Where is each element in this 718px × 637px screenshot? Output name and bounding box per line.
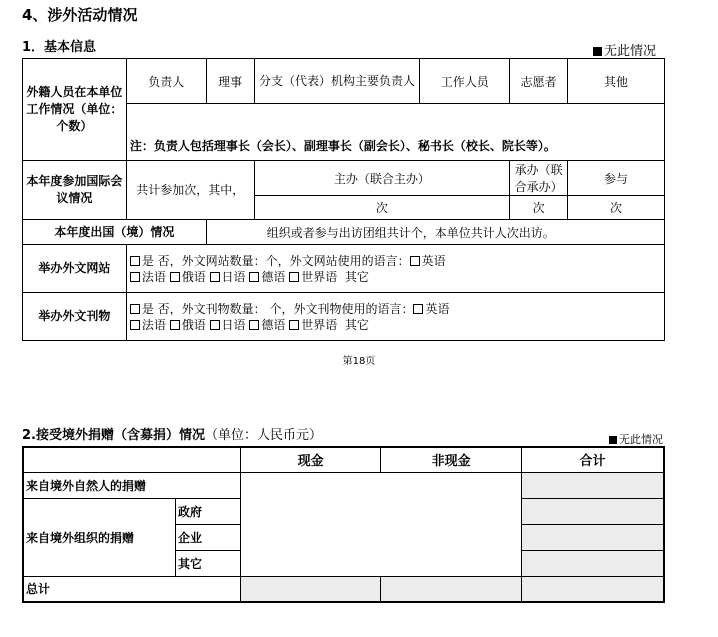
conf-col-undertake: 承办（联合承办） xyxy=(510,161,568,196)
col-head-director: 理事 xyxy=(206,59,254,104)
conf-undertake-count[interactable]: 次 xyxy=(510,196,568,220)
row-total: 总计 xyxy=(23,576,240,602)
col-head-branch: 分支（代表）机构主要负责人 xyxy=(254,59,420,104)
section-title: 4、涉外活动情况 xyxy=(22,6,138,24)
lang-en: 英语 xyxy=(425,301,450,316)
staff-note-cell[interactable] xyxy=(126,104,664,161)
total-gov xyxy=(521,498,664,524)
checkbox-icon[interactable] xyxy=(130,320,140,330)
conference-label: 本年度参加国际会议情况 xyxy=(23,161,127,220)
page-number: 第18页 xyxy=(342,356,376,367)
website-line1: 是 否，外文网站数量：个，外文网站使用的语言： xyxy=(141,253,410,268)
checked-box-icon xyxy=(593,47,602,56)
col-noncash: 非现金 xyxy=(381,447,522,472)
checkbox-icon[interactable] xyxy=(210,320,220,330)
row-individual: 来自境外自然人的捐赠 xyxy=(23,472,240,498)
checkbox-icon[interactable] xyxy=(170,272,180,282)
abroad-label: 本年度出国（境）情况 xyxy=(23,220,207,245)
lang-de: 德语 xyxy=(261,269,286,284)
col-head-other: 其他 xyxy=(568,59,665,104)
sum-noncash xyxy=(381,576,522,602)
col-head-staff: 工作人员 xyxy=(420,59,510,104)
row-other: 其它 xyxy=(176,550,241,576)
checkbox-icon[interactable] xyxy=(170,320,180,330)
none-label: 无此情况 xyxy=(604,44,657,59)
checkbox-icon[interactable] xyxy=(410,256,420,266)
checkbox-icon[interactable] xyxy=(413,304,423,314)
lang-fr: 法语 xyxy=(141,317,166,332)
sum-total xyxy=(521,576,664,602)
part2-heading xyxy=(22,424,322,443)
lang-other: 其它 xyxy=(344,269,369,284)
row-org: 来自境外组织的捐赠 xyxy=(23,498,176,576)
periodical-label: 举办外文刊物 xyxy=(23,293,127,341)
foreign-staff-label: 外籍人员在本单位工作情况（单位：个数） xyxy=(23,59,127,161)
none-label: 无此情况 xyxy=(619,433,663,446)
row-gov: 政府 xyxy=(176,498,241,524)
lang-de: 德语 xyxy=(261,317,286,332)
part2-title: 2.接受境外捐赠（含募捐）情况 xyxy=(22,428,205,443)
part1-title: 1．基本信息 xyxy=(22,40,97,55)
total-other xyxy=(521,550,664,576)
checkbox-icon[interactable] xyxy=(249,272,259,282)
sum-cash xyxy=(240,576,381,602)
corner-cell xyxy=(23,447,240,472)
basic-info-table xyxy=(22,58,665,341)
website-label: 举办外文网站 xyxy=(23,245,127,293)
lang-ru: 俄语 xyxy=(181,317,206,332)
checked-box-icon xyxy=(609,436,617,444)
part2-none-option[interactable] xyxy=(609,431,663,447)
periodical-options[interactable] xyxy=(126,293,664,341)
checkbox-icon[interactable] xyxy=(130,256,140,266)
conf-participate-count[interactable]: 次 xyxy=(568,196,665,220)
checkbox-icon[interactable] xyxy=(130,304,140,314)
lang-ru: 俄语 xyxy=(181,269,206,284)
checkbox-icon[interactable] xyxy=(130,272,140,282)
lang-fr: 法语 xyxy=(141,269,166,284)
checkbox-icon[interactable] xyxy=(289,320,299,330)
donation-table xyxy=(22,446,665,603)
row-enterprise: 企业 xyxy=(176,524,241,550)
total-individual xyxy=(521,472,664,498)
checkbox-icon[interactable] xyxy=(249,320,259,330)
checkbox-icon[interactable] xyxy=(210,272,220,282)
donation-input-area[interactable] xyxy=(240,472,521,576)
total-enterprise xyxy=(521,524,664,550)
part1-none-option[interactable] xyxy=(593,40,656,59)
conference-total: 共计参加次，其中， xyxy=(126,161,254,220)
checkbox-icon[interactable] xyxy=(289,272,299,282)
lang-ja: 日语 xyxy=(221,269,246,284)
lang-en: 英语 xyxy=(421,253,446,268)
col-total: 合计 xyxy=(521,447,664,472)
col-head-leader: 负责人 xyxy=(126,59,206,104)
part2-unit: （单位：人民币元） xyxy=(204,428,322,443)
lang-ja: 日语 xyxy=(221,317,246,332)
lang-eo: 世界语 xyxy=(301,269,338,284)
lang-eo: 世界语 xyxy=(301,317,338,332)
lang-other: 其它 xyxy=(344,317,369,332)
conf-col-host: 主办（联合主办） xyxy=(254,161,510,196)
website-options[interactable] xyxy=(126,245,664,293)
conf-host-count[interactable]: 次 xyxy=(254,196,510,220)
col-head-volunteer: 志愿者 xyxy=(510,59,568,104)
conf-col-participate: 参与 xyxy=(568,161,665,196)
col-cash: 现金 xyxy=(240,447,381,472)
periodical-line1: 是 否，外文刊物数量： 个，外文刊物使用的语言： xyxy=(141,301,414,316)
abroad-text[interactable]: 组织或者参与出访团组共计个，本单位共计人次出访。 xyxy=(206,220,664,245)
staff-note: 注：负责人包括理事长（会长）、副理事长（副会长）、秘书长（校长、院长等）。 xyxy=(129,138,556,153)
